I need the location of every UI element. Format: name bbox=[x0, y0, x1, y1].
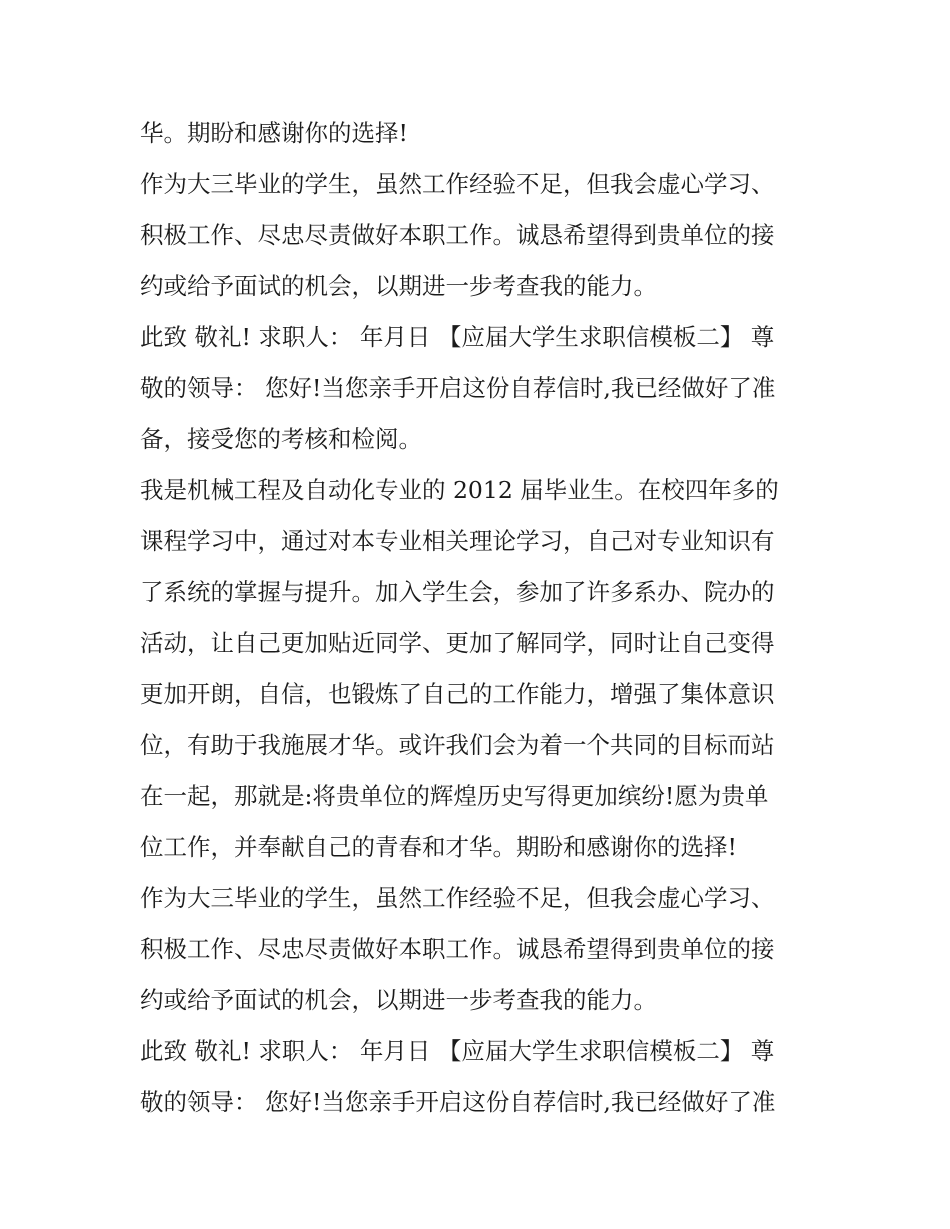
text-line: 备，接受您的考核和检阅。 bbox=[140, 425, 422, 453]
text-line: 敬的领导： 您好!当您亲手开启这份自荐信时,我已经做好了准 bbox=[140, 374, 776, 402]
text-line: 位工作，并奉献自己的青春和才华。期盼和感谢你的选择! bbox=[140, 833, 737, 861]
text-line: 积极工作、尽忠尽责做好本职工作。诚恳希望得到贵单位的接 bbox=[140, 935, 775, 963]
text-line: 作为大三毕业的学生，虽然工作经验不足，但我会虚心学习、 bbox=[140, 170, 775, 198]
document-body bbox=[140, 108, 820, 1128]
text-line: 约或给予面试的机会，以期进一步考查我的能力。 bbox=[140, 272, 657, 300]
text-line: 约或给予面试的机会，以期进一步考查我的能力。 bbox=[140, 986, 657, 1014]
text-line: 位，有助于我施展才华。或许我们会为着一个共同的目标而站 bbox=[140, 731, 775, 759]
text-line: 华。期盼和感谢你的选择! bbox=[140, 119, 408, 147]
text-line: 积极工作、尽忠尽责做好本职工作。诚恳希望得到贵单位的接 bbox=[140, 221, 775, 249]
text-line: 此致 敬礼! 求职人： 年月日 【应届大学生求职信模板二】 尊 bbox=[140, 1037, 775, 1065]
text-line: 在一起，那就是:将贵单位的辉煌历史写得更加缤纷!愿为贵单 bbox=[140, 782, 769, 810]
text-line: 敬的领导： 您好!当您亲手开启这份自荐信时,我已经做好了准 bbox=[140, 1088, 776, 1116]
text-line: 了系统的掌握与提升。加入学生会，参加了许多系办、院办的 bbox=[140, 578, 775, 606]
text-line: 活动，让自己更加贴近同学、更加了解同学，同时让自己变得 bbox=[140, 629, 775, 657]
text-line: 我是机械工程及自动化专业的 2012 届毕业生。在校四年多的 bbox=[140, 476, 779, 504]
text-line: 课程学习中，通过对本专业相关理论学习，自己对专业知识有 bbox=[140, 527, 775, 555]
text-line: 更加开朗，自信，也锻炼了自己的工作能力，增强了集体意识 bbox=[140, 680, 775, 708]
text-line: 作为大三毕业的学生，虽然工作经验不足，但我会虚心学习、 bbox=[140, 884, 775, 912]
text-line: 此致 敬礼! 求职人： 年月日 【应届大学生求职信模板二】 尊 bbox=[140, 323, 775, 351]
